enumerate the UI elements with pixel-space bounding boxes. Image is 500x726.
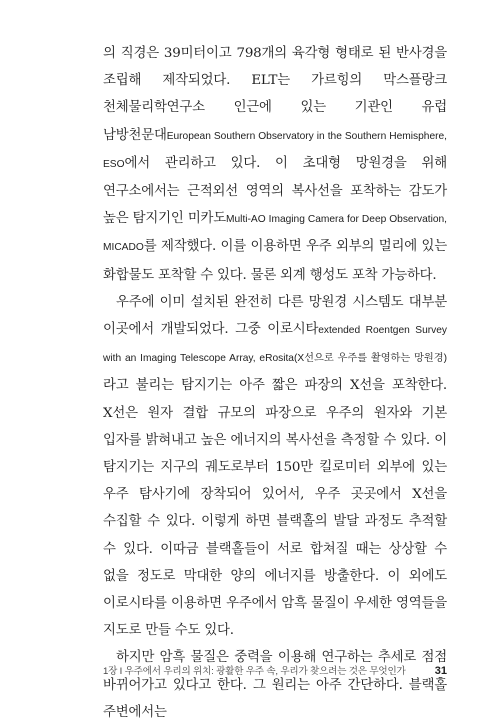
text-run: 를 제작했다. 이를 이용하면 우주 외부의 멀리에 있는 화합물도 포착할 수 있다. 물론 외계 행성도 포착 가능하다. <box>103 239 447 283</box>
inline-gloss: European Southern Observatory in the Southern Hemisphere, ESO <box>103 130 447 170</box>
text-run: 의 직경은 39미터이고 798개의 육각형 형태로 된 반사경을 조립해 제작되었다. ELT는 가르힝의 막스플랑크 천체물리학연구소 인근에 있는 기관인 유럽 남방천문대 <box>103 46 447 143</box>
text-run: 하지만 암흑 물질은 중력을 이용해 연구하는 추세로 점점 바뀌어가고 있다고 한다. 그 원리는 아주 간단하다. 블랙홀 주변에서는 <box>103 650 447 720</box>
page-number: 31 <box>434 665 447 677</box>
text-run: 우주에 이미 설치된 완전히 다른 망원경 시스템도 대부분 이곳에서 개발되었다. 그중 이로시타 <box>103 294 447 338</box>
paragraph <box>103 289 447 645</box>
running-head: 1장 I 우주에서 우리의 위치: 광활한 우주 속, 우리가 찾으려는 것은 무엇인가 <box>103 666 406 677</box>
paragraph <box>103 644 447 726</box>
page-footer <box>103 663 447 677</box>
text-run: 에서 관리하고 있다. 이 초대형 망원경을 위해 연구소에서는 근적외선 영역의 복사선을 포착하는 감도가 높은 탐지기인 미카도 <box>103 155 447 227</box>
inline-gloss: extended Roentgen Survey with an Imaging Telescope Array, eRosita(X선으로 우주를 촬영하는 망원경) <box>103 325 447 365</box>
paragraph <box>103 40 447 289</box>
inline-gloss: Multi-AO Imaging Camera for Deep Observation, MICADO <box>103 214 448 254</box>
text-run: 라고 불리는 탐지기는 아주 짧은 파장의 X선을 포착한다. X선은 원자 결합 규모의 파장으로 우주의 원자와 기본 입자를 밝혀내고 높은 에너지의 복사선을 측정할 수 있다. 이 탐지기는 지구의 궤도로부터 150만 킬로미터 외부에 있는 우주 탐사기에 장착되어 있어서, 우주 곳곳에서 X선을 수집할 수 있다. 이렇게 하면 블랙홀의 발달 과정도 추적할 수 있다. 이따금 블랙홀들이 서로 합쳐질 때는 상상할 수 없을 정도로 막대한 양의 에너지를 방출한다. 이 외에도 이로시타를 이용하면 우주에서 암흑 물질이 우세한 영역들을 지도로 만들 수도 있다. <box>103 378 447 639</box>
body-text <box>103 40 447 726</box>
